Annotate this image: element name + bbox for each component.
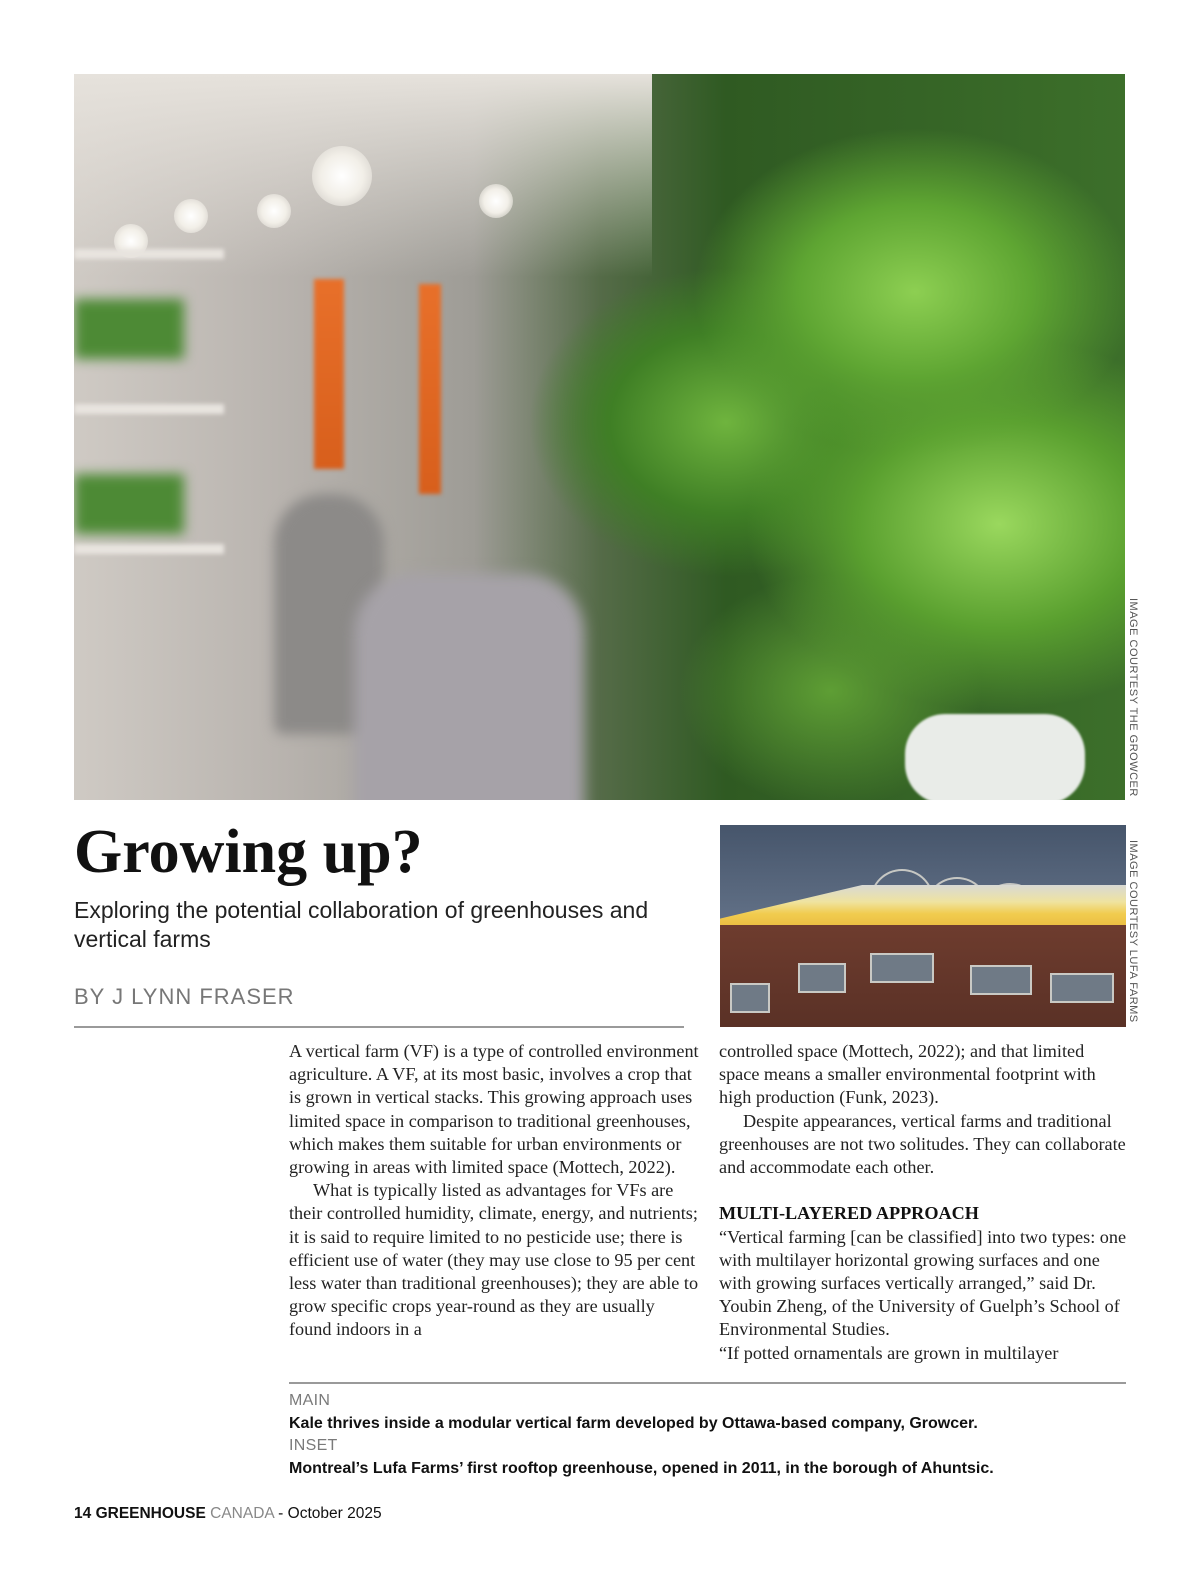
page-footer [74, 1505, 382, 1523]
inset-photo-rooftop-greenhouse [720, 825, 1126, 1027]
photo-captions [289, 1390, 1126, 1480]
body-paragraph: What is typically listed as advantages for VFs are their controlled humidity, climate, energy, and nutrients; it is said to require limited to no pesticide use; there is efficient use of water (they may use close to 95 per cent less water than traditional greenhouses); they are able to grow specific crops year-round as they are usually found indoors in a [289, 1180, 699, 1340]
photo-ceiling-light [257, 194, 291, 228]
body-paragraph: Despite appearances, vertical farms and traditional greenhouses are not two solitudes. They can collaborate and accommodate each other. [719, 1110, 1126, 1178]
photo-greens [74, 299, 184, 359]
photo-shelf [74, 249, 224, 259]
caption-label-inset: INSET [289, 1437, 338, 1454]
body-paragraph: “Vertical farming [can be classified] into two types: one with multilayer horizontal growing surfaces and one with growing surfaces vertically arranged,” said Dr. Youbin Zheng, of the University of Guelph’s School of Environmental Studies. [719, 1226, 1127, 1340]
footer-separator: - [273, 1505, 288, 1522]
issue-date: October 2025 [287, 1505, 382, 1522]
body-paragraph: controlled space (Mottech, 2022); and that limited space means a smaller environmental footprint with high production (Funk, 2023). [719, 1041, 1096, 1108]
caption-text-inset: Montreal’s Lufa Farms’ first rooftop greenhouse, opened in 2011, in the borough of Ahuntsic. [289, 1460, 994, 1477]
body-column-right [719, 1040, 1129, 1365]
body-column-left [289, 1040, 699, 1342]
divider [289, 1382, 1126, 1384]
magazine-country: CANADA [210, 1505, 274, 1522]
photo-shelf [74, 404, 224, 414]
photo-orange-post [419, 284, 441, 494]
section-subhead: MULTI-LAYERED APPROACH [719, 1203, 979, 1224]
photo-person [354, 574, 584, 800]
divider [74, 1026, 684, 1028]
article-title: Growing up? [74, 818, 423, 886]
photo-ceiling-light [312, 146, 372, 206]
photo-orange-post [314, 279, 344, 469]
photo-window [970, 965, 1032, 995]
photo-window [798, 963, 846, 993]
photo-ceiling-light [479, 184, 513, 218]
photo-shelf [74, 544, 224, 554]
photo-planter [905, 714, 1085, 800]
body-paragraph: A vertical farm (VF) is a type of controlled environment agriculture. A VF, at its most basic, involves a crop that is grown in vertical stacks. This growing approach uses limited space in comparison to traditional greenhouses, which makes them suitable for urban environments or growing in areas with limited space (Mottech, 2022). [289, 1041, 699, 1178]
photo-window [870, 953, 934, 983]
photo-window [730, 983, 770, 1013]
article-byline: BY J LYNN FRASER [74, 984, 295, 1009]
caption-label-main: MAIN [289, 1392, 331, 1409]
page-number: 14 [74, 1505, 92, 1522]
main-photo-credit: IMAGE COURTESY THE GROWCER [1127, 598, 1139, 797]
photo-ceiling-light [174, 199, 208, 233]
body-paragraph: “If potted ornamentals are grown in multilayer [719, 1342, 1059, 1363]
magazine-name: GREENHOUSE [95, 1505, 206, 1522]
main-photo-kale-vertical-farm [74, 74, 1125, 800]
article-deck: Exploring the potential collaboration of greenhouses and vertical farms [74, 897, 649, 952]
inset-photo-credit: IMAGE COURTESY LUFA FARMS [1127, 840, 1139, 1023]
photo-greens [74, 474, 184, 534]
photo-window [1050, 973, 1114, 1003]
caption-text-main: Kale thrives inside a modular vertical farm developed by Ottawa-based company, Growcer. [289, 1415, 978, 1432]
